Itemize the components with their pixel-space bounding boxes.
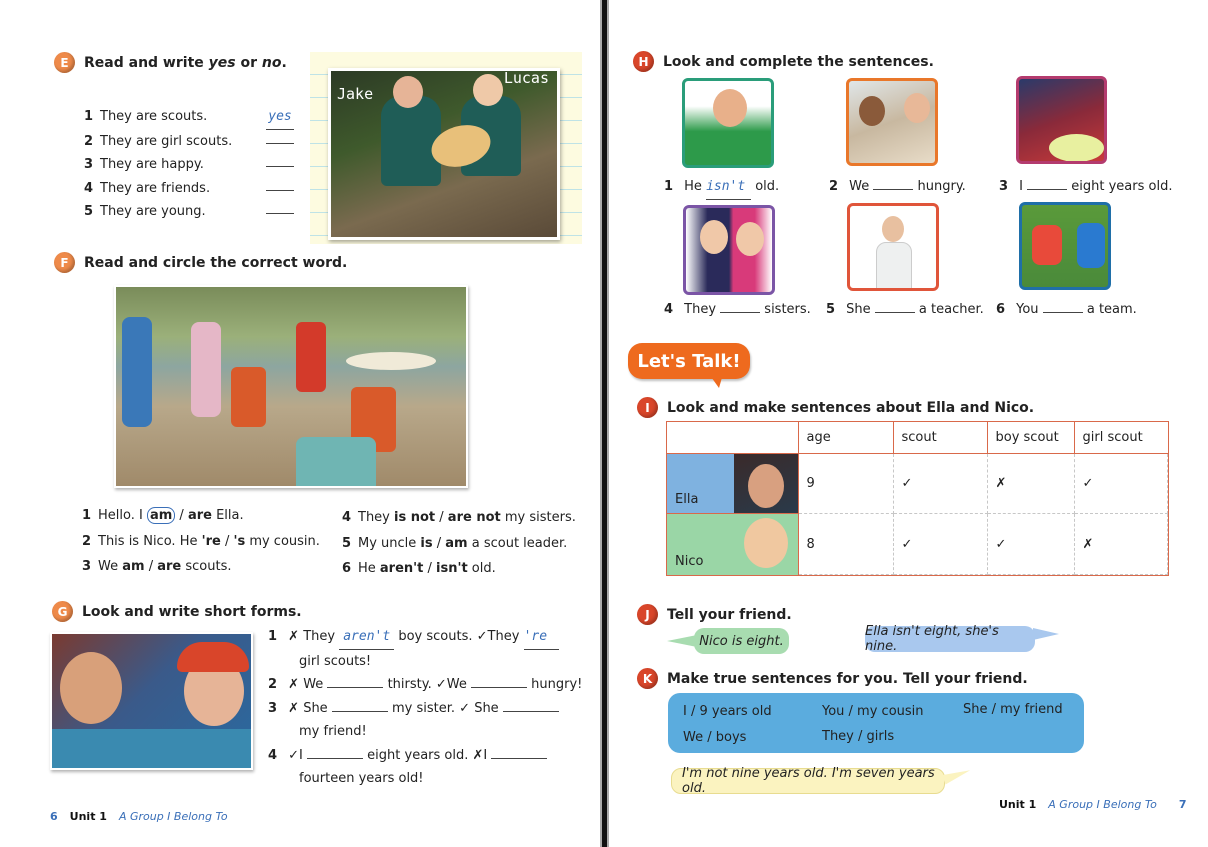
boy-scout-cell: ✗: [987, 453, 1074, 514]
answer-field[interactable]: [503, 698, 559, 712]
answer-field[interactable]: isn't: [706, 175, 751, 200]
answer-field[interactable]: 're: [524, 625, 559, 650]
table-row: [667, 453, 1168, 514]
option-word[interactable]: is: [420, 535, 433, 551]
list-item: 4 They sisters.: [664, 298, 826, 322]
answer-field[interactable]: [1027, 176, 1067, 190]
answer-field[interactable]: [875, 299, 915, 313]
photo-eating: [846, 78, 938, 166]
list-item: 1 Hello. I am / are Ella.: [82, 508, 244, 523]
section-g-list: [268, 625, 588, 791]
label-lucas: Lucas: [503, 69, 549, 87]
speech-bubble-blue: Ella isn't eight, she's nine.: [865, 626, 1035, 652]
section-i-badge: I: [637, 397, 658, 418]
list-item: 2 They are girl scouts.: [84, 130, 294, 154]
photo-boy: [682, 78, 774, 168]
list-item: 6 He aren't / isn't old.: [342, 561, 496, 576]
section-h-row1: [664, 175, 1184, 200]
unit-title: A Group I Belong To: [1048, 798, 1157, 811]
answer-field[interactable]: [1043, 299, 1083, 313]
list-item-continued: my friend!: [299, 724, 367, 739]
section-e-title: Read and write yes or no.: [84, 54, 287, 71]
age-cell: 8: [798, 514, 893, 575]
header-cell: scout: [893, 422, 987, 453]
answer-field[interactable]: [266, 200, 294, 214]
section-g-title: Look and write short forms.: [82, 603, 302, 620]
section-f-heading: [54, 252, 347, 273]
lets-talk-banner: Let's Talk!: [628, 343, 750, 379]
left-footer: [50, 810, 228, 823]
header-cell: boy scout: [987, 422, 1074, 453]
section-h-badge: H: [633, 51, 654, 72]
answer-field[interactable]: [266, 153, 294, 167]
section-g-heading: [52, 601, 302, 622]
prompt-item: She / my friend: [963, 702, 1063, 717]
list-item: 2 ✗ We thirsty. ✓We hungry!: [268, 673, 588, 697]
list-item: 2 We hungry.: [829, 175, 999, 200]
name-cell-nico: Nico: [667, 514, 798, 575]
option-word[interactable]: am: [445, 535, 468, 551]
section-j-heading: [637, 604, 792, 625]
section-j-title: Tell your friend.: [667, 606, 792, 623]
page-number: 7: [1178, 798, 1187, 811]
section-f-title: Read and circle the correct word.: [84, 254, 348, 271]
scout-cell: ✓: [893, 453, 987, 514]
answer-field[interactable]: [266, 177, 294, 191]
section-h-heading: [633, 51, 934, 72]
option-word[interactable]: 's: [233, 533, 246, 549]
option-word[interactable]: aren't: [379, 561, 424, 576]
answer-field[interactable]: yes: [266, 105, 294, 130]
list-item: 3 ✗ She my sister. ✓ She: [268, 697, 588, 721]
list-item: 1 They are scouts. yes: [84, 105, 294, 130]
speech-bubble-green: Nico is eight.: [694, 628, 789, 654]
section-k-heading: [637, 668, 1028, 689]
jake-figure: [381, 96, 441, 186]
boy-scout-cell: ✓: [987, 514, 1074, 575]
boating-photo: [114, 285, 468, 488]
list-item-continued: girl scouts!: [299, 653, 372, 669]
table-row: [667, 514, 1168, 575]
section-h-row2: [664, 298, 1194, 322]
list-item: 3 They are happy.: [84, 153, 294, 177]
section-e-badge: E: [54, 52, 75, 73]
section-k-title: Make true sentences for you. Tell your friend.: [667, 670, 1028, 687]
section-f-badge: F: [54, 252, 75, 273]
option-word[interactable]: isn't: [436, 561, 468, 576]
girl-scout-cell: ✗: [1074, 514, 1168, 575]
header-cell: [667, 422, 798, 453]
girl-scout-cell: ✓: [1074, 453, 1168, 514]
prompt-box: [668, 693, 1084, 753]
prompt-item: We / boys: [683, 730, 747, 745]
answer-field[interactable]: [266, 130, 294, 144]
answer-field[interactable]: [332, 698, 388, 712]
answer-field[interactable]: [471, 674, 527, 688]
unit-label: Unit 1: [999, 798, 1037, 811]
unit-title: A Group I Belong To: [118, 810, 228, 823]
bubble-tail: [942, 766, 972, 785]
section-e-list: [84, 105, 294, 224]
age-cell: 9: [798, 453, 893, 514]
label-jake: Jake: [337, 85, 374, 103]
option-word[interactable]: are: [157, 559, 182, 574]
answer-field[interactable]: [720, 299, 760, 313]
list-item: 5 They are young.: [84, 200, 294, 224]
unit-label: Unit 1: [69, 810, 107, 823]
list-item: 5 She a teacher.: [826, 298, 996, 322]
answer-field[interactable]: [327, 674, 383, 688]
book-spine: [600, 0, 609, 847]
scout-cell: ✓: [893, 514, 987, 575]
prompt-item: They / girls: [822, 729, 895, 744]
section-i-heading: [637, 397, 1034, 418]
bubble-tail: [1033, 628, 1059, 640]
circled-answer[interactable]: am: [147, 507, 175, 524]
list-item-continued: fourteen years old!: [299, 771, 424, 786]
ella-photo: [734, 454, 798, 514]
page-number: 6: [50, 810, 58, 823]
option-word[interactable]: am: [122, 559, 145, 574]
answer-field[interactable]: [307, 745, 363, 759]
section-i-title: Look and make sentences about Ella and Nico.: [667, 399, 1035, 416]
bubble-tail: [667, 635, 697, 647]
section-k-badge: K: [637, 668, 658, 689]
nico-photo: [744, 518, 788, 568]
left-page: [0, 0, 600, 847]
list-item: 6 You a team.: [996, 298, 1176, 322]
photo-birthday: [1016, 76, 1107, 164]
prompt-item: I / 9 years old: [683, 704, 772, 719]
right-footer: [999, 798, 1187, 811]
list-item: 2 This is Nico. He 're / 's my cousin.: [82, 533, 320, 549]
answer-field[interactable]: [491, 745, 547, 759]
option-word[interactable]: are: [187, 508, 212, 523]
section-j-badge: J: [637, 604, 658, 625]
ella-nico-table: [666, 421, 1169, 576]
girl-scouts-photo: [50, 632, 253, 770]
option-word[interactable]: are not: [447, 510, 501, 525]
table-header-row: [667, 422, 1168, 453]
answer-field[interactable]: aren't: [339, 625, 394, 650]
right-page: [609, 0, 1208, 847]
option-word[interactable]: 're: [201, 533, 221, 549]
list-item: 1 ✗ They aren't boy scouts. ✓They 're: [268, 625, 588, 650]
list-item: 3 I eight years old.: [999, 175, 1184, 200]
prompt-item: You / my cousin: [822, 704, 924, 719]
header-cell: age: [798, 422, 893, 453]
photo-team: [1019, 202, 1111, 290]
list-item: 4 ✓I eight years old. ✗I: [268, 744, 588, 768]
list-item: 5 My uncle is / am a scout leader.: [342, 535, 568, 551]
section-f-list-right: [342, 505, 592, 582]
photo-sisters: [683, 205, 775, 295]
speech-bubble-yellow: I'm not nine years old. I'm seven years old.: [671, 768, 945, 794]
list-item: 4 They are friends.: [84, 177, 294, 201]
option-word[interactable]: is not: [394, 510, 436, 525]
lets-talk-tail: [709, 374, 723, 388]
section-f-list-left: [82, 503, 342, 580]
name-cell-ella: Ella: [667, 453, 798, 514]
photo-doctor: [847, 203, 939, 291]
list-item: 4 They is not / are not my sisters.: [342, 510, 576, 525]
list-item: 1 He isn't old.: [664, 175, 829, 200]
lined-paper-backdrop: [310, 52, 582, 244]
header-cell: girl scout: [1074, 422, 1168, 453]
list-item: 3 We am / are scouts.: [82, 559, 232, 574]
section-h-title: Look and complete the sentences.: [663, 53, 934, 70]
answer-field[interactable]: [873, 176, 913, 190]
scouts-photo: [328, 68, 560, 240]
section-g-badge: G: [52, 601, 73, 622]
section-e-heading: [54, 52, 287, 73]
